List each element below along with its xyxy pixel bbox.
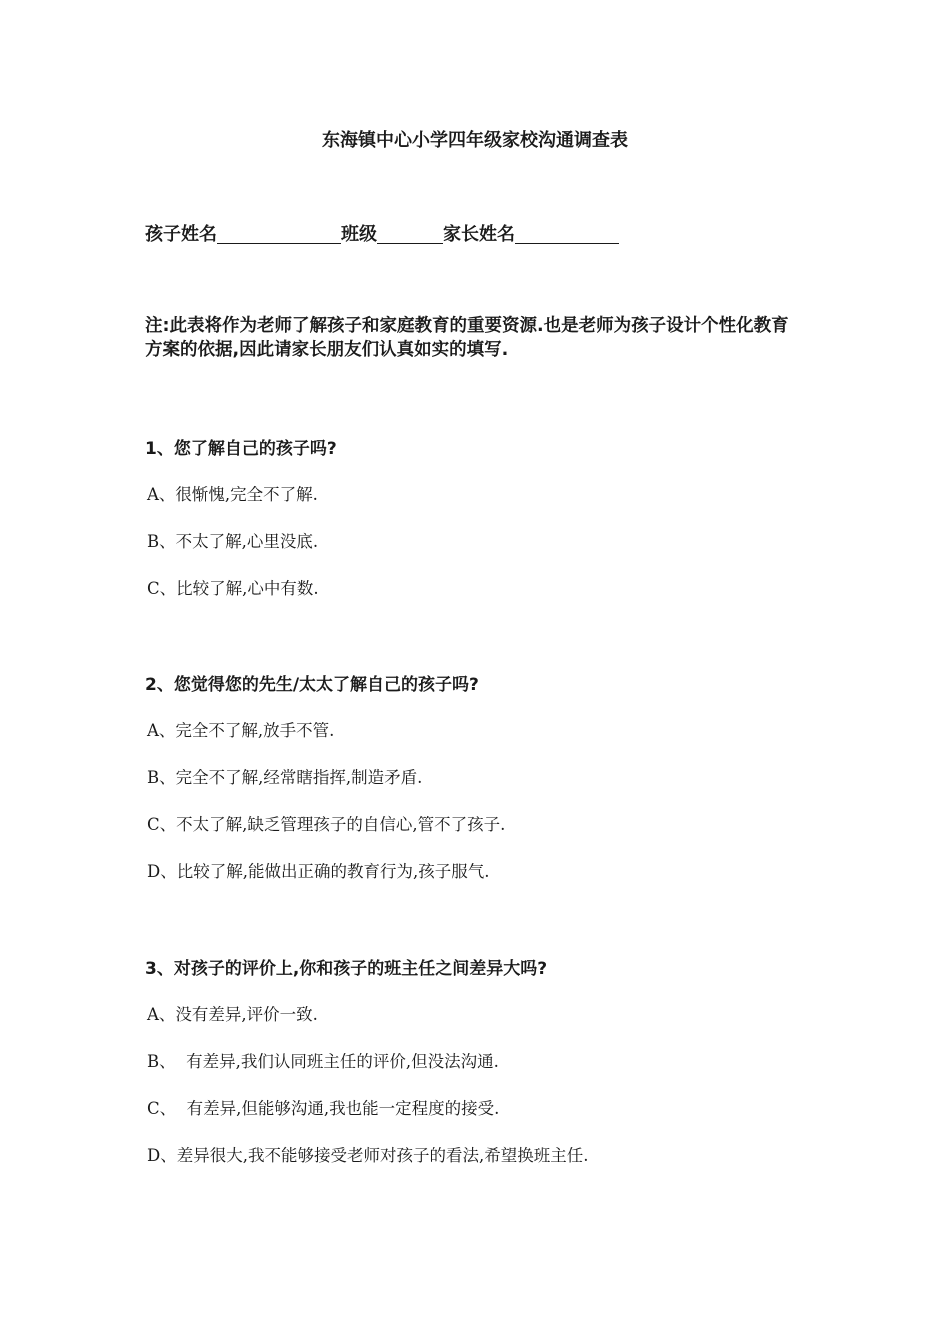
- q2-option-a: A、完全不了解,放手不管.: [147, 721, 335, 740]
- q3-option-a: A、没有差异,评价一致.: [147, 1005, 318, 1024]
- q1-option-b: B、不太了解,心里没底.: [147, 532, 319, 551]
- page-title: 东海镇中心小学四年级家校沟通调查表: [322, 130, 628, 151]
- q3-option-c: C、 有差异,但能够沟通,我也能一定程度的接受.: [147, 1099, 500, 1118]
- q2-option-c: C、不太了解,缺乏管理孩子的自信心,管不了孩子.: [147, 815, 506, 834]
- child-name-label: 孩子姓名: [145, 224, 217, 245]
- q3-option-d: D、差异很大,我不能够接受老师对孩子的看法,希望换班主任.: [147, 1146, 589, 1165]
- q2-option-b: B、完全不了解,经常瞎指挥,制造矛盾.: [147, 768, 423, 787]
- question-1: 1、您了解自己的孩子吗?: [145, 439, 337, 459]
- q1-option-c: C、比较了解,心中有数.: [147, 579, 319, 598]
- parent-name-label: 家长姓名: [443, 224, 515, 245]
- class-blank[interactable]: [377, 223, 443, 244]
- question-3: 3、对孩子的评价上,你和孩子的班主任之间差异大吗?: [145, 959, 548, 979]
- class-label: 班级: [341, 224, 377, 245]
- parent-name-blank[interactable]: [515, 223, 619, 244]
- question-2: 2、您觉得您的先生/太太了解自己的孩子吗?: [145, 675, 479, 695]
- q1-option-a: A、很惭愧,完全不了解.: [147, 485, 318, 504]
- q3-option-b: B、 有差异,我们认同班主任的评价,但没法沟通.: [147, 1052, 499, 1071]
- q2-option-d: D、比较了解,能做出正确的教育行为,孩子服气.: [147, 862, 490, 881]
- note-paragraph: 注:此表将作为老师了解孩子和家庭教育的重要资源.也是老师为孩子设计个性化教育方案的依据,因此请家长朋友们认真如实的填写.: [145, 316, 789, 360]
- child-name-blank[interactable]: [217, 223, 341, 244]
- info-line: [145, 220, 619, 246]
